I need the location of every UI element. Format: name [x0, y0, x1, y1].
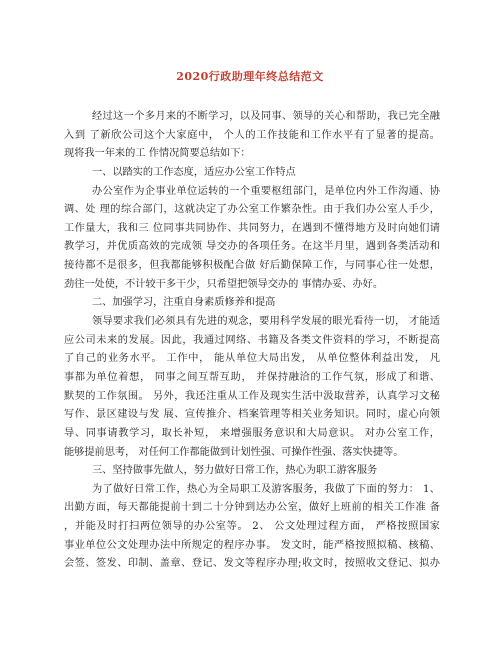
- section-heading: 二、加强学习，注重自身素质修养和提高: [92, 297, 276, 309]
- paragraph-line: 接待都不是很多，但我都能够积极配合做 好后勤保障工作，与同事心往一处想，: [64, 260, 440, 272]
- paragraph-line: 事都为单位着想， 同事之间互帮互助， 并保持融洽的工作气氛，形成了和谐、: [64, 371, 440, 383]
- paragraph-line: 教学习，并优质高效的完成领 导交办的各项任务。在这半月里，遇到各类活动和: [64, 241, 440, 253]
- paragraph-line: 经过这一个多月来的不断学习，以及同事、领导的关心和帮助，我已完全融: [92, 111, 440, 122]
- paragraph-line: 出勤方面，每天都能提前十到二十分钟到达办公室，做好上班前的相关工作准 备: [64, 502, 440, 514]
- document-title: 2020行政助理年终总结范文: [176, 70, 324, 83]
- paragraph-line: 写作、景区建设与发 展、宣传推介、档案管理等相关业务知识。同时，虚心向领: [64, 409, 440, 421]
- paragraph-line: 会签、签发、印制、盖章、登记、发文等程序办理;收文时，按照收文登记、拟办: [64, 558, 440, 570]
- paragraph-line: 入到 了新欣公司这个大家庭中， 个人的工作技能和工作水平有了显著的提高。: [64, 129, 440, 141]
- paragraph-line: 导、同事请教学习，取长补短， 来增强服务意识和大局意识。 对办公室工作，: [64, 427, 440, 439]
- paragraph-line: 默契的工作氛围。 另外，我还注重从工作及现实生活中汲取营养，认真学习文秘: [64, 390, 440, 402]
- section-heading: 一、以踏实的工作态度，适应办公室工作特点: [92, 166, 296, 178]
- paragraph-line: 调、处 理的综合部门，这就决定了办公室工作繁杂性。由于我们办公室人手少，: [64, 204, 440, 216]
- paragraph-line: 领导要求我们必须具有先进的观念，要用科学发展的眼光看待一切， 才能适: [92, 316, 440, 328]
- paragraph-line: 工作量大，我和三 位同事共同协作、共同努力，在遇到不懂得地方及时向她们请: [64, 222, 440, 234]
- paragraph-line: ，并能及时打扫两位领导的办公室等。 2、 公文处理过程方面， 严格按照国家: [64, 521, 440, 533]
- paragraph-line: 为了做好日常工作，热心为全局职工及游客服务，我做了下面的努力： 1、: [92, 483, 440, 495]
- paragraph-line: 劲往一处使，不计较干多干少，只希望把领导交办的 事情办妥、办好。: [64, 278, 384, 290]
- document-body: [64, 108, 440, 574]
- paragraph-line: 应公司未来的发展。因此，我通过网络、书籍及各类文件资料的学习，不断提高: [64, 334, 440, 346]
- paragraph-line: 事业单位公文处理办法中所规定的程序办事。 发文时，能严格按照拟稿、核稿、: [64, 539, 440, 551]
- section-heading: 三、坚持做事先做人，努力做好日常工作，热心为职工游客服务: [92, 465, 378, 477]
- paragraph-line: 能够提前思考， 对任何工作都能做到计划性强、可操作性强、落实快捷等。: [64, 446, 404, 458]
- paragraph-line: 了自己的业务水平。 工作中， 能从单位大局出发， 从单位整体利益出发， 凡: [64, 353, 440, 365]
- paragraph-line: 办公室作为企事业单位运转的一个重要枢纽部门，是单位内外工作沟通、协: [92, 185, 440, 197]
- paragraph-line: 现将我一年来的工 作情况简要总结如下：: [64, 148, 251, 160]
